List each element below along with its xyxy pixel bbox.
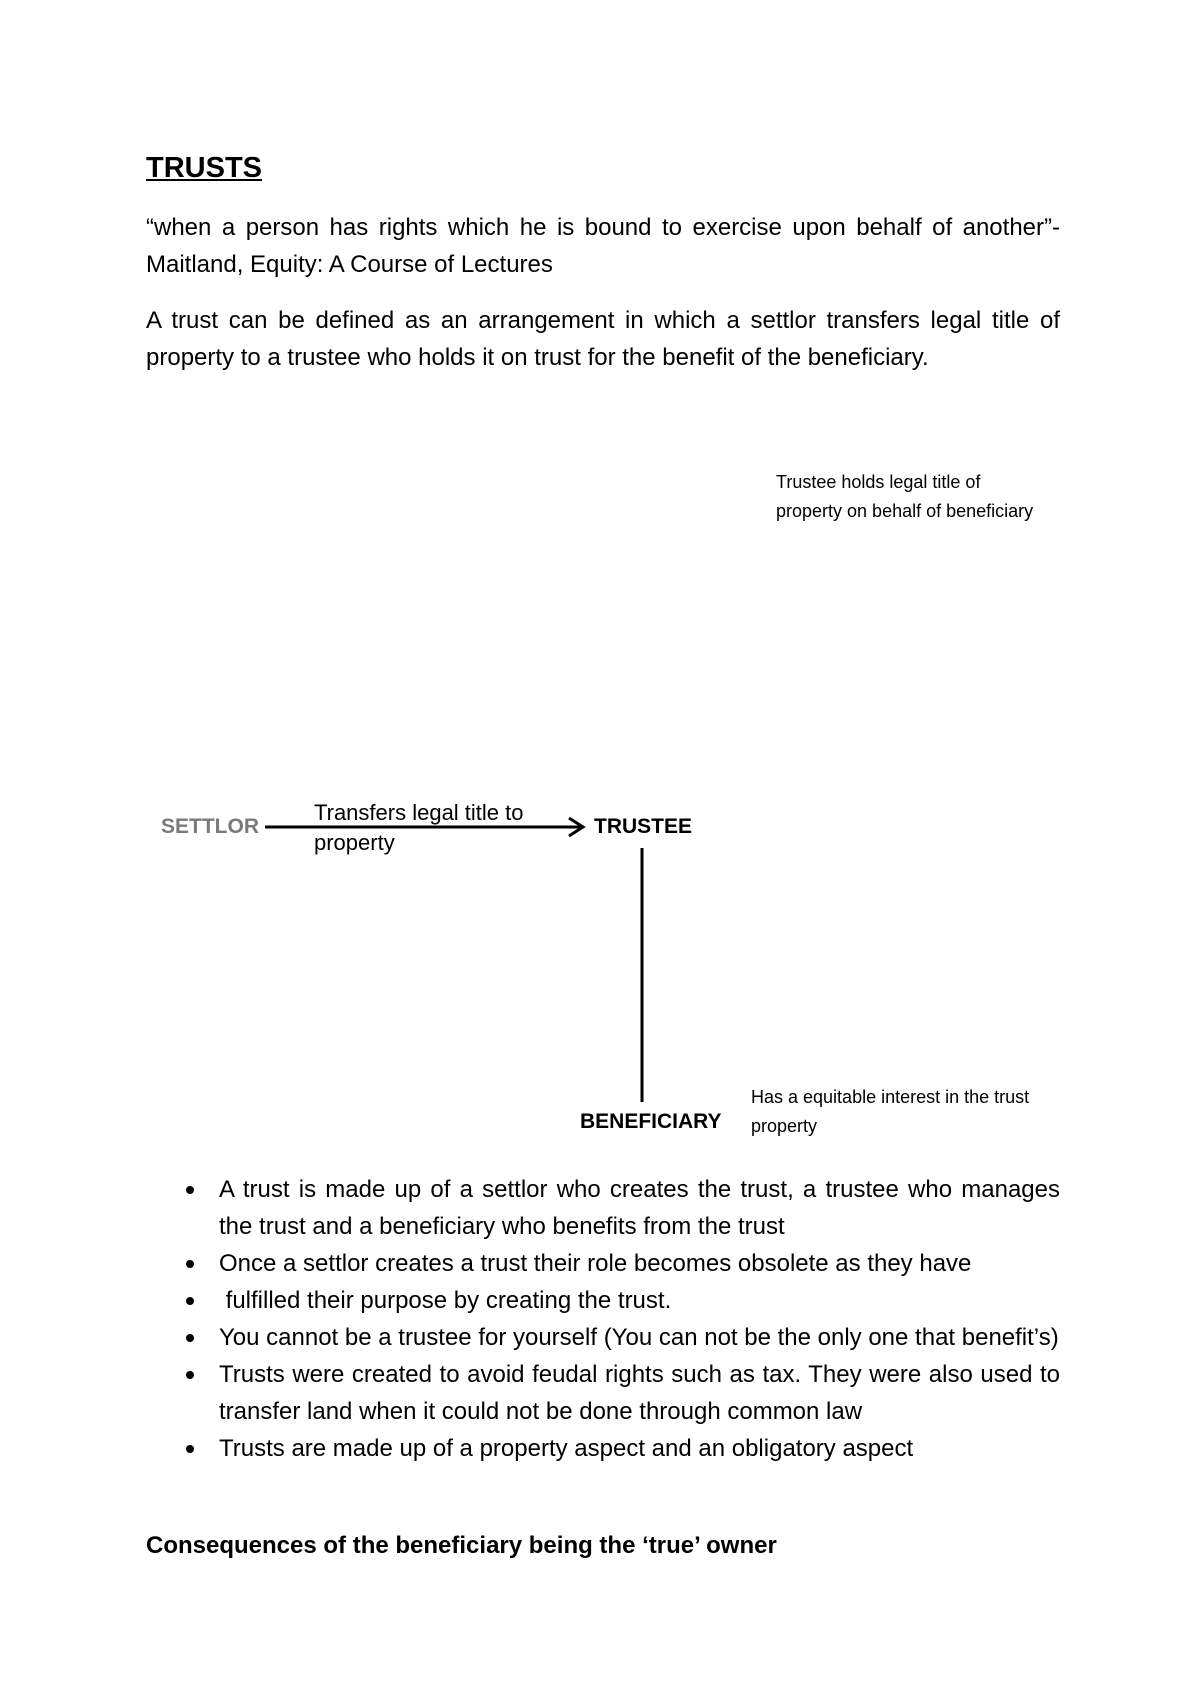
beneficiary-note: Has a equitable interest in the trust property [751,1087,1030,1136]
list-item: Trusts were created to avoid feudal rights such as tax. They were also used to transfer land when it could not be done through common law [146,1356,1060,1430]
bullet-icon [186,1445,194,1453]
bullet-icon [186,1186,194,1194]
trust-definition: A trust can be defined as an arrangement in which a settlor transfers legal title of property to a trustee who holds it on trust for the benefit of the beneficiary. [146,307,1060,371]
bullet-icon [186,1371,194,1379]
trustee-note: Trustee holds legal title of property on behalf of beneficiary [776,472,1034,521]
bullet-icon [186,1260,194,1268]
bullet-icon [186,1297,194,1305]
transfer-arrow-label: Transfers legal title to property [314,800,524,855]
trustee-node: TRUSTEE [594,815,693,838]
list-item: You cannot be a trustee for yourself (You can not be the only one that benefit’s) [146,1319,1060,1356]
arrowhead-icon [569,818,583,836]
maitland-quote: “when a person has rights which he is bound to exercise upon behalf of another”- Maitland, Equity: A Course of Lectures [146,214,1060,278]
page-title: TRUSTS [146,152,262,184]
section-heading: Consequences of the beneficiary being the ‘true’ owner [146,1532,777,1559]
settlor-node: SETTLOR [161,815,259,838]
list-item: A trust is made up of a settlor who creates the trust, a trustee who manages the trust and a beneficiary who benefits from the trust [146,1171,1060,1245]
list-item: fulfilled their purpose by creating the trust. [146,1282,1060,1319]
beneficiary-node: BENEFICIARY [580,1110,722,1133]
bullet-icon [186,1334,194,1342]
key-points-list [146,1171,1060,1467]
list-item: Once a settlor creates a trust their role becomes obsolete as they have [146,1245,1060,1282]
list-item: Trusts are made up of a property aspect and an obligatory aspect [146,1430,1060,1467]
